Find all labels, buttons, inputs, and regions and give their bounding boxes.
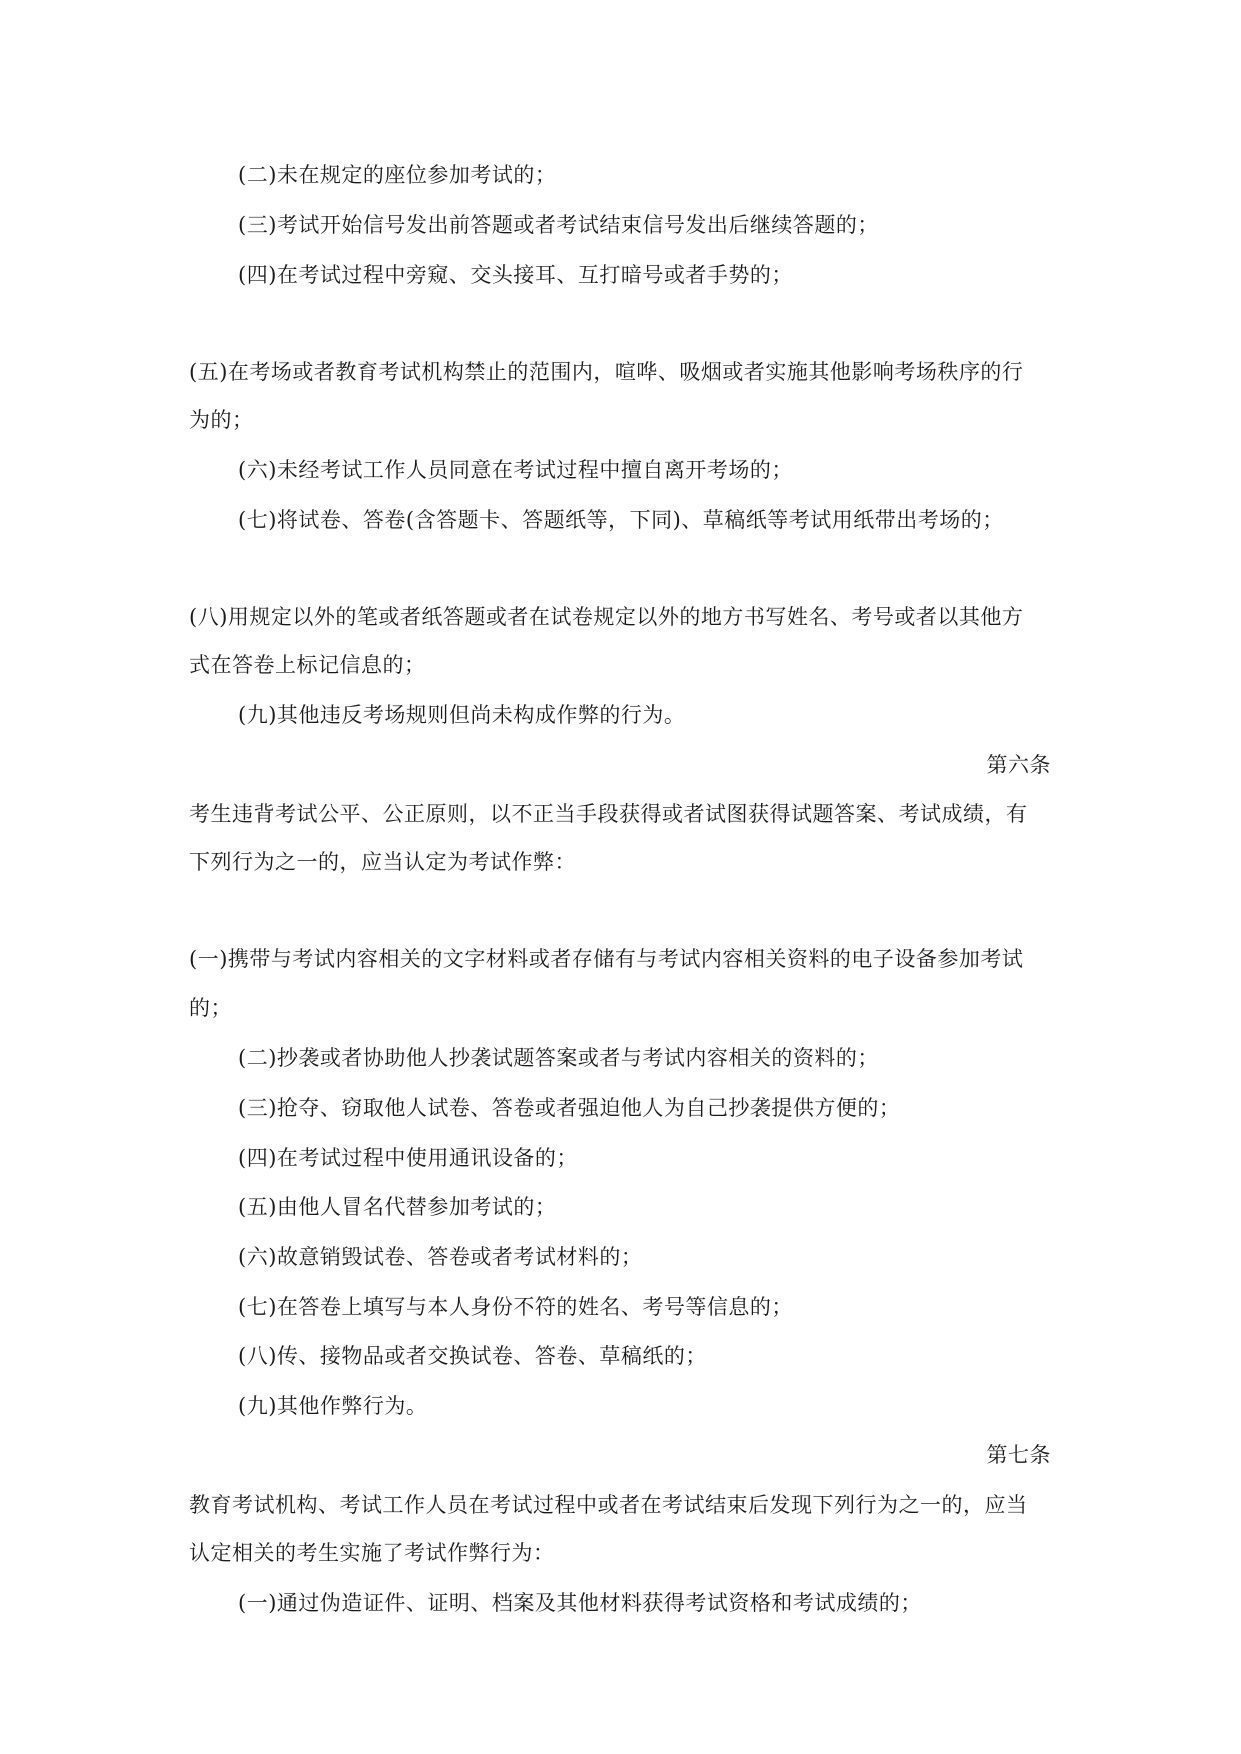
paragraph: 认定相关的考生实施了考试作弊行为： bbox=[189, 1541, 555, 1565]
article-heading: 第六条 bbox=[986, 753, 1051, 777]
list-item-continuation: 的； bbox=[189, 996, 232, 1020]
list-item: (二)未在规定的座位参加考试的； bbox=[238, 163, 557, 187]
list-item: (三)抢夺、窃取他人试卷、答卷或者强迫他人为自己抄袭提供方便的； bbox=[238, 1096, 901, 1120]
paragraph: 考生违背考试公平、公正原则，以不正当手段获得或者试图获得试题答案、考试成绩，有 bbox=[189, 802, 1028, 826]
list-item: (九)其他违反考场规则但尚未构成作弊的行为。 bbox=[238, 703, 686, 727]
list-item-continuation: 为的； bbox=[189, 408, 254, 432]
list-item: (五)由他人冒名代替参加考试的； bbox=[238, 1195, 557, 1219]
article-heading: 第七条 bbox=[986, 1443, 1051, 1467]
paragraph: 教育考试机构、考试工作人员在考试过程中或者在考试结束后发现下列行为之一的，应当 bbox=[189, 1493, 1028, 1517]
list-item: (二)抄袭或者协助他人抄袭试题答案或者与考试内容相关的资料的； bbox=[238, 1046, 879, 1070]
list-item: (三)考试开始信号发出前答题或者考试结束信号发出后继续答题的； bbox=[238, 213, 879, 237]
list-item: (八)传、接物品或者交换试卷、答卷、草稿纸的； bbox=[238, 1344, 707, 1368]
list-item-continuation: 式在答卷上标记信息的； bbox=[189, 653, 426, 677]
list-item: (一)携带与考试内容相关的文字材料或者存储有与考试内容相关资料的电子设备参加考试 bbox=[189, 947, 1024, 971]
list-item: (四)在考试过程中使用通讯设备的； bbox=[238, 1146, 578, 1170]
list-item: (七)在答卷上填写与本人身份不符的姓名、考号等信息的； bbox=[238, 1295, 793, 1319]
list-item: (六)未经考试工作人员同意在考试过程中擅自离开考场的； bbox=[238, 458, 793, 482]
list-item: (九)其他作弊行为。 bbox=[238, 1394, 428, 1418]
list-item: (四)在考试过程中旁窥、交头接耳、互打暗号或者手势的； bbox=[238, 263, 793, 287]
list-item: (七)将试卷、答卷(含答题卡、答题纸等，下同)、草稿纸等考试用纸带出考场的； bbox=[238, 508, 1004, 532]
list-item: (六)故意销毁试卷、答卷或者考试材料的； bbox=[238, 1245, 643, 1269]
list-item: (八)用规定以外的笔或者纸答题或者在试卷规定以外的地方书写姓名、考号或者以其他方 bbox=[189, 605, 1024, 629]
list-item: (五)在考场或者教育考试机构禁止的范围内，喧哗、吸烟或者实施其他影响考场秩序的行 bbox=[189, 360, 1024, 384]
list-item: (一)通过伪造证件、证明、档案及其他材料获得考试资格和考试成绩的； bbox=[238, 1591, 922, 1615]
paragraph: 下列行为之一的，应当认定为考试作弊： bbox=[189, 850, 576, 874]
